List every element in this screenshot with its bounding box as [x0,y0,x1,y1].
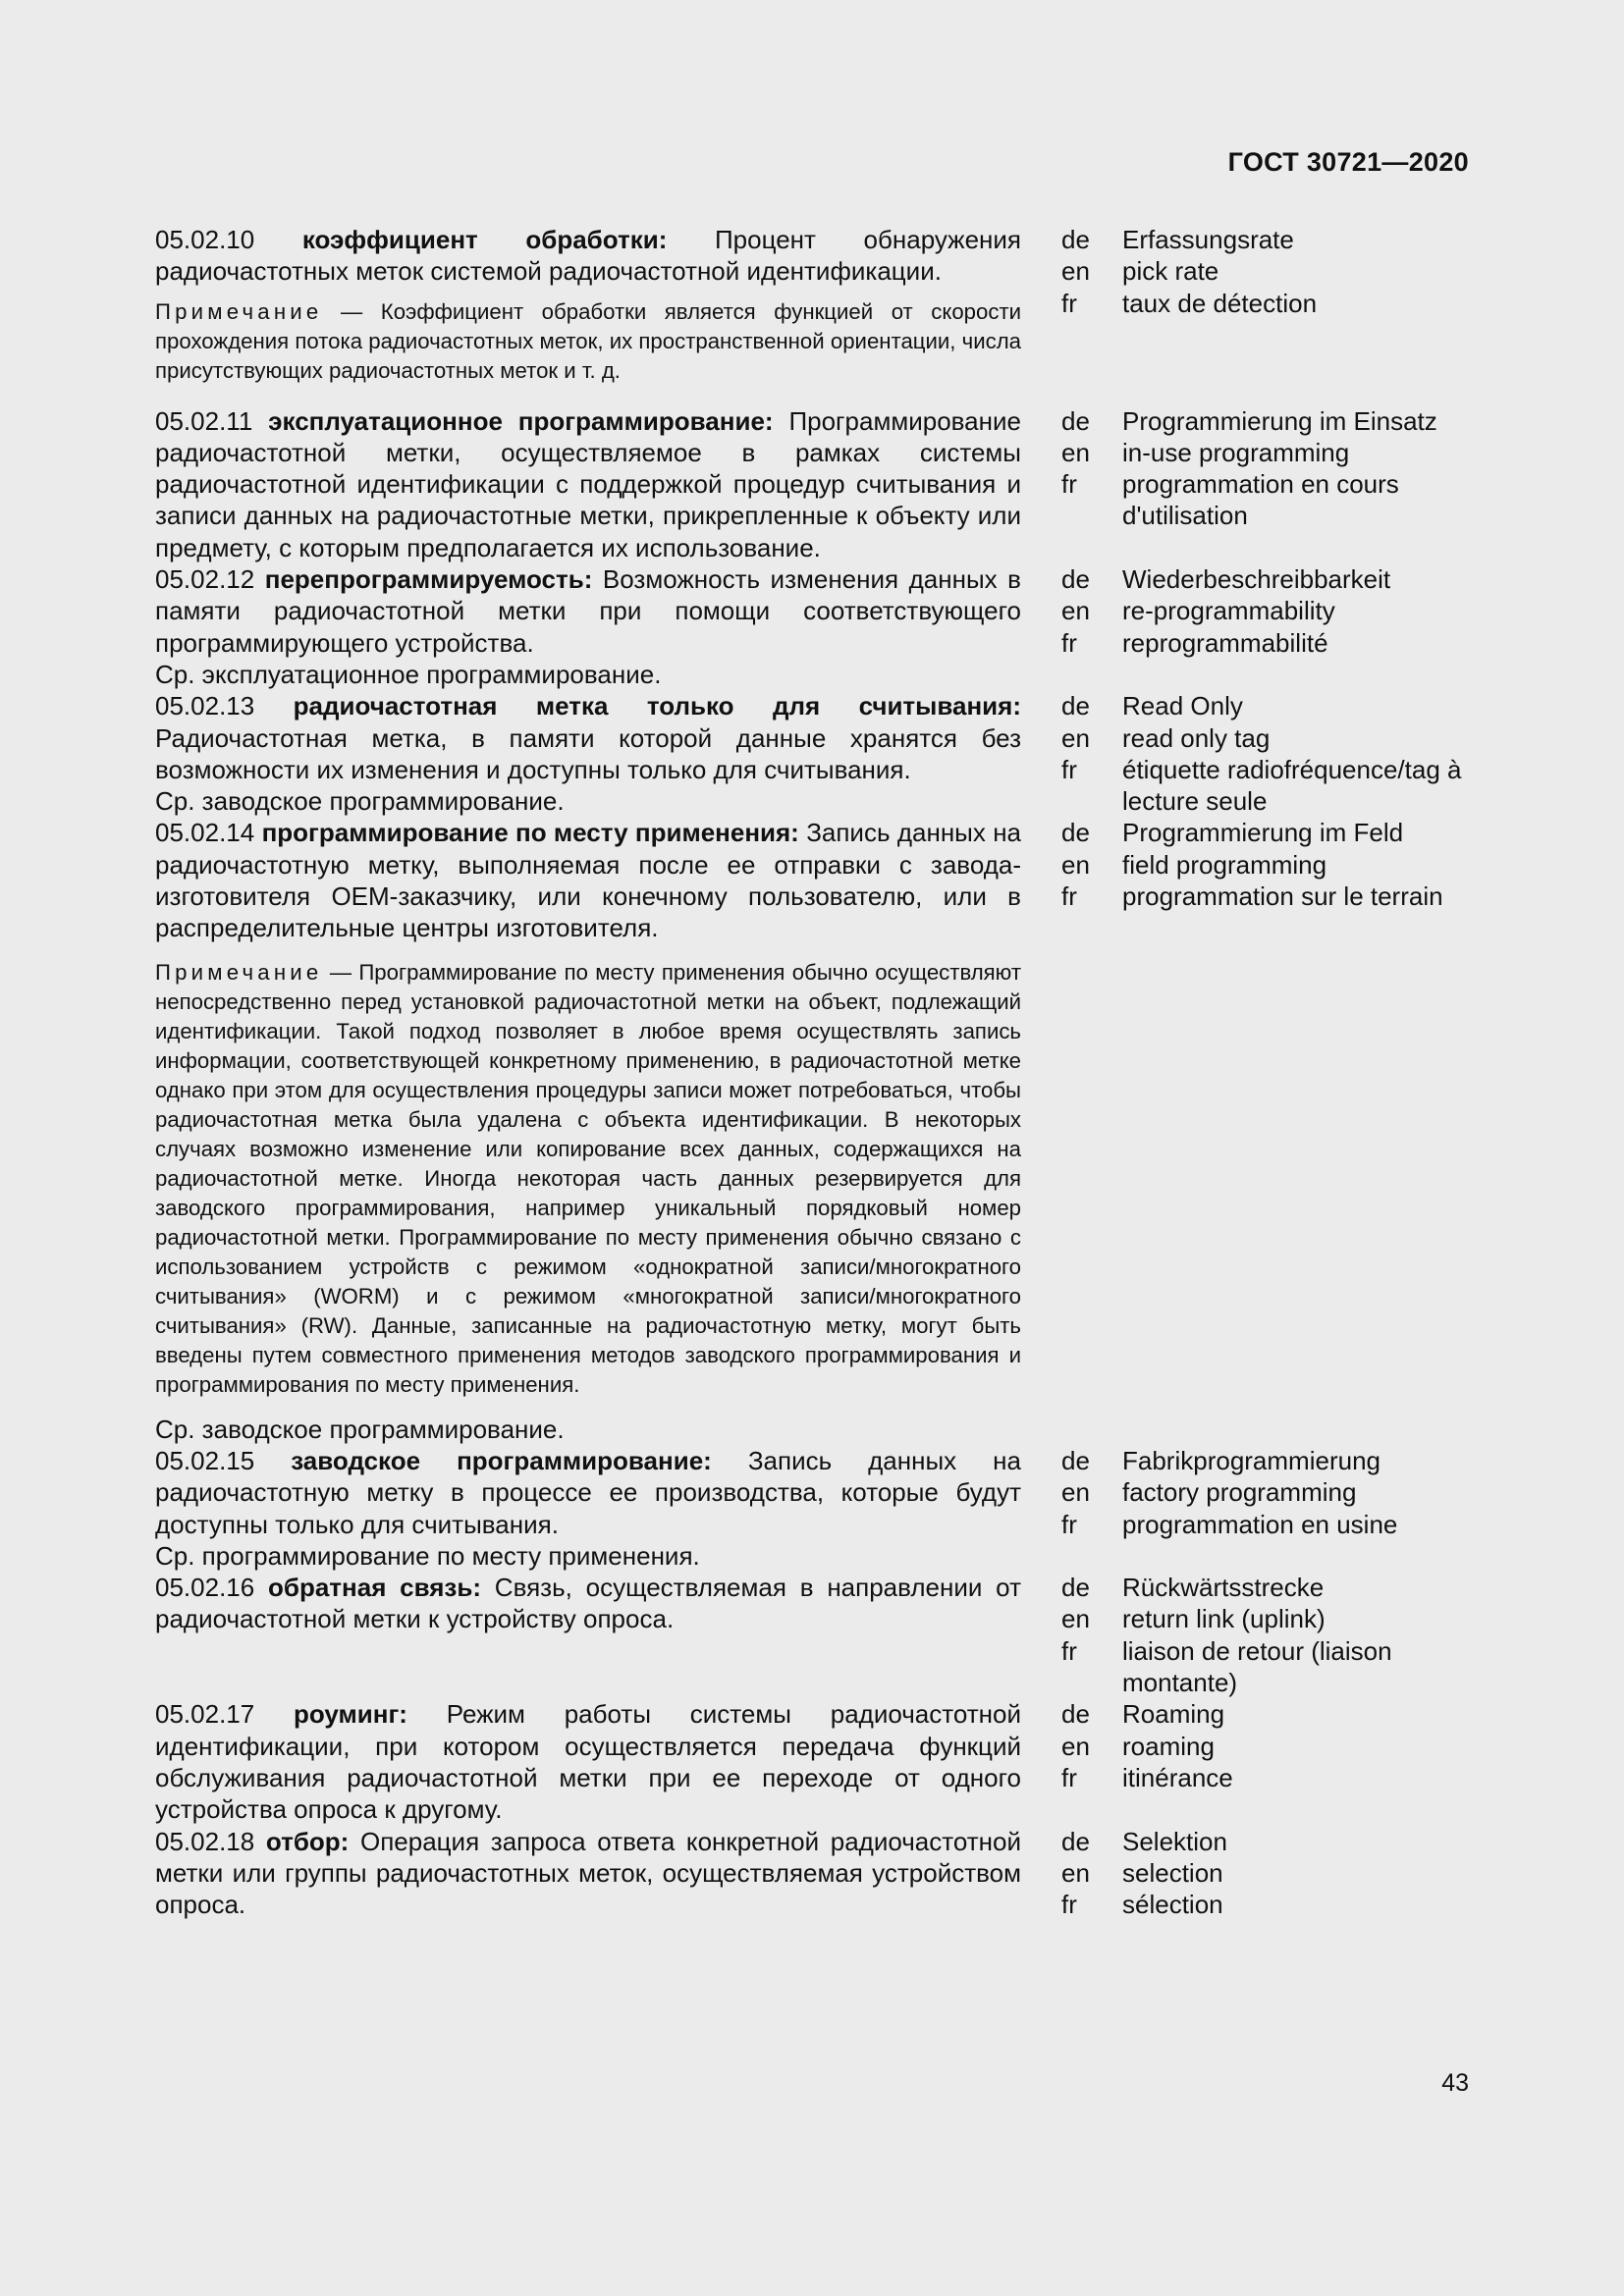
translation-fr: programmation en cours d'utilisation [1122,469,1399,531]
term-number: 05.02.13 [155,691,255,721]
translation-de: Roaming [1122,1699,1225,1730]
lang-code-de: de [1061,225,1090,254]
translation-en: field programming [1122,849,1327,880]
term-definition [155,1572,1021,1635]
term-number: 05.02.18 [155,1826,255,1856]
term-note [155,297,1021,386]
translations [1021,817,1471,1444]
term-title: радиочастотная метка только для считывания: [293,691,1021,721]
lang-code-fr: fr [1061,754,1077,784]
translations [1021,405,1471,563]
term-title: коэффициент обработки: [301,225,668,254]
translation-en: roaming [1122,1731,1215,1761]
translation-de: Selektion [1122,1826,1227,1856]
translations [1021,224,1471,400]
lang-code-fr: fr [1061,881,1077,912]
lang-code-en: en [1061,722,1090,753]
lang-code-de: de [1061,405,1090,436]
term-text: Запись данных на радиочастотную метку, выполняемая после ее отправки с завода-изготовителя OEM-заказчику, или конечному пользователю, или в распределительные центры изготовителя. [155,818,1022,943]
translations [1021,1572,1471,1698]
translation-en: re-programmability [1122,596,1335,626]
cross-reference: Ср. заводское программирование. [155,786,565,817]
translation-de: Programmierung im Feld [1122,818,1404,848]
term-entry-05-02-12 [155,563,1471,690]
term-title: отбор: [265,1826,350,1856]
translation-de: Wiederbeschreibbarkeit [1122,564,1391,595]
lang-code-en: en [1061,1604,1090,1634]
term-definition [155,690,1021,785]
lang-code-de: de [1061,691,1090,721]
term-definition [155,817,1021,943]
translations [1021,1698,1471,1825]
cross-reference: Ср. заводское программирование. [155,1414,565,1444]
translation-fr: programmation sur le terrain [1122,881,1443,912]
note-text: — Коэффициент обработки является функцией от скорости прохождения потока радиочастотных меток, их пространственной ориентации, числа присутствующих радиочастотных меток и т. д. [155,298,1021,383]
term-title: перепрограммируемость: [264,564,593,595]
term-text: Радиочастотная метка, в памяти которой данные хранятся без возможности их изменения и доступны только для считывания. [155,722,1021,784]
term-number: 05.02.14 [155,818,255,848]
lang-code-fr: fr [1061,627,1077,658]
term-entry-05-02-18 [155,1826,1471,1921]
page-number: 43 [1441,2069,1469,2097]
term-title: роуминг: [294,1699,407,1730]
term-number: 05.02.15 [155,1445,255,1475]
lang-code-fr: fr [1061,288,1077,318]
term-entry-05-02-11 [155,405,1471,563]
translation-de: Rückwärtsstrecke [1122,1573,1325,1603]
translation-fr: reprogrammabilité [1122,627,1328,658]
translation-en: return link (uplink) [1122,1604,1326,1634]
lang-code-fr: fr [1061,469,1077,500]
term-definition [155,224,1021,288]
term-number: 05.02.16 [155,1573,255,1603]
translation-en: selection [1122,1857,1223,1888]
lang-code-en: en [1061,1731,1090,1761]
translation-en: pick rate [1122,256,1219,287]
term-number: 05.02.11 [155,405,253,436]
term-definition [155,1826,1021,1921]
translation-fr: programmation en usine [1122,1509,1398,1539]
lang-code-de: de [1061,1573,1090,1603]
term-note [155,958,1021,1400]
term-title: заводское программирование: [291,1445,712,1475]
lang-code-fr: fr [1061,1762,1077,1792]
translation-fr: sélection [1122,1890,1223,1920]
translation-en: factory programming [1122,1477,1357,1508]
lang-code-de: de [1061,1445,1090,1475]
term-text: Запись данных на радиочастотную метку в процессе ее производства, которые будут доступны только для считывания. [155,1445,1021,1539]
term-entry-05-02-15 [155,1445,1471,1572]
term-title: обратная связь: [268,1573,481,1603]
lang-code-en: en [1061,256,1090,287]
note-label: Примечание [155,298,323,324]
lang-code-de: de [1061,1826,1090,1856]
translation-en: read only tag [1122,722,1271,753]
lang-code-en: en [1061,1477,1090,1508]
translations [1021,563,1471,690]
translation-de: Read Only [1122,691,1243,721]
term-definition [155,1445,1021,1540]
term-definition [155,405,1021,563]
translation-fr: étiquette radiofréquence/tag à lecture seule [1122,754,1462,817]
term-entry-05-02-10 [155,224,1471,400]
term-text: Режим работы системы радиочастотной идентификации, при котором осуществляется передача функций обслуживания радиочастотной метки при ее переходе от одного устройства опроса к другому. [155,1699,1021,1825]
lang-code-de: de [1061,564,1090,595]
translation-fr: liaison de retour (liaison montante) [1122,1635,1392,1698]
term-number: 05.02.12 [155,564,255,595]
term-entry-05-02-13 [155,690,1471,817]
translation-de: Programmierung im Einsatz [1122,405,1437,436]
term-title: программирование по месту применения: [261,818,799,848]
term-text: Возможность изменения данных в памяти радиочастотной метки при помощи соответствующего программирующего устройства. [155,564,1021,658]
translation-fr: itinérance [1122,1762,1233,1792]
lang-code-en: en [1061,596,1090,626]
cross-reference: Ср. эксплуатационное программирование. [155,659,662,689]
term-number: 05.02.10 [155,225,255,254]
term-text: Связь, осуществляемая в направлении от радиочастотной метки к устройству опроса. [155,1573,1021,1634]
term-definition [155,563,1021,659]
term-entry-05-02-16 [155,1572,1471,1698]
lang-code-fr: fr [1061,1509,1077,1539]
translation-fr: taux de détection [1122,288,1318,318]
term-entry-05-02-14 [155,817,1471,1444]
term-text: Программирование радиочастотной метки, осуществляемое в рамках системы радиочастотной идентификации с поддержкой процедур считывания и записи данных на радиочастотные метки, прикрепленные к объекту или предмету, с которым предполагается их использование. [155,405,1021,562]
translations [1021,1826,1471,1921]
lang-code-de: de [1061,1699,1090,1730]
lang-code-fr: fr [1061,1890,1077,1920]
term-definition [155,1698,1021,1825]
document-standard-code: ГОСТ 30721—2020 [1227,147,1469,177]
term-text: Процент обнаружения радиочастотных меток системой радиочастотной идентификации. [155,225,1021,287]
lang-code-fr: fr [1061,1635,1077,1666]
terms-list [155,224,1471,1920]
lang-code-en: en [1061,849,1090,880]
translations [1021,690,1471,817]
lang-code-en: en [1061,1857,1090,1888]
term-entry-05-02-17 [155,1698,1471,1825]
term-text: Операция запроса ответа конкретной радиочастотной метки или группы радиочастотных меток, осуществляемая устройством опроса. [155,1826,1021,1920]
term-number: 05.02.17 [155,1699,255,1730]
lang-code-en: en [1061,437,1090,467]
term-title: эксплуатационное программирование: [268,405,774,436]
note-label: Примечание [155,959,323,985]
translation-en: in-use programming [1122,437,1350,467]
translation-de: Erfassungsrate [1122,225,1294,254]
cross-reference: Ср. программирование по месту применения. [155,1540,700,1571]
note-text: — Программирование по месту применения обычно осуществляют непосредственно перед установкой радиочастотной метки на объект, подлежащий идентификации. Такой подход позволяет в любое время осуществлять запись информации, соответствующей конкретному применению, в радиочастотной метке однако при этом для осуществления процедуры записи может потребоваться, чтобы радиочастотная метка была удалена с объекта идентификации. В некоторых случаях возможно изменение или копирование всех данных, содержащихся на радиочастотной метке. Иногда некоторая часть данных резервируется для заводского программирования, например уникальный порядковый номер радиочастотной метки. Программирование по месту применения обычно связано с использованием устройств с режимом «однократной записи/многократного считывания» (WORM) и с режимом «многократной записи/многократного считывания» (RW). Данные, записанные на радиочастотную метку, могут быть введены путем совместного применения методов заводского программирования и программирования по месту применения. [155,959,1021,1397]
translations [1021,1445,1471,1572]
lang-code-de: de [1061,818,1090,848]
translation-de: Fabrikprogrammierung [1122,1445,1380,1475]
